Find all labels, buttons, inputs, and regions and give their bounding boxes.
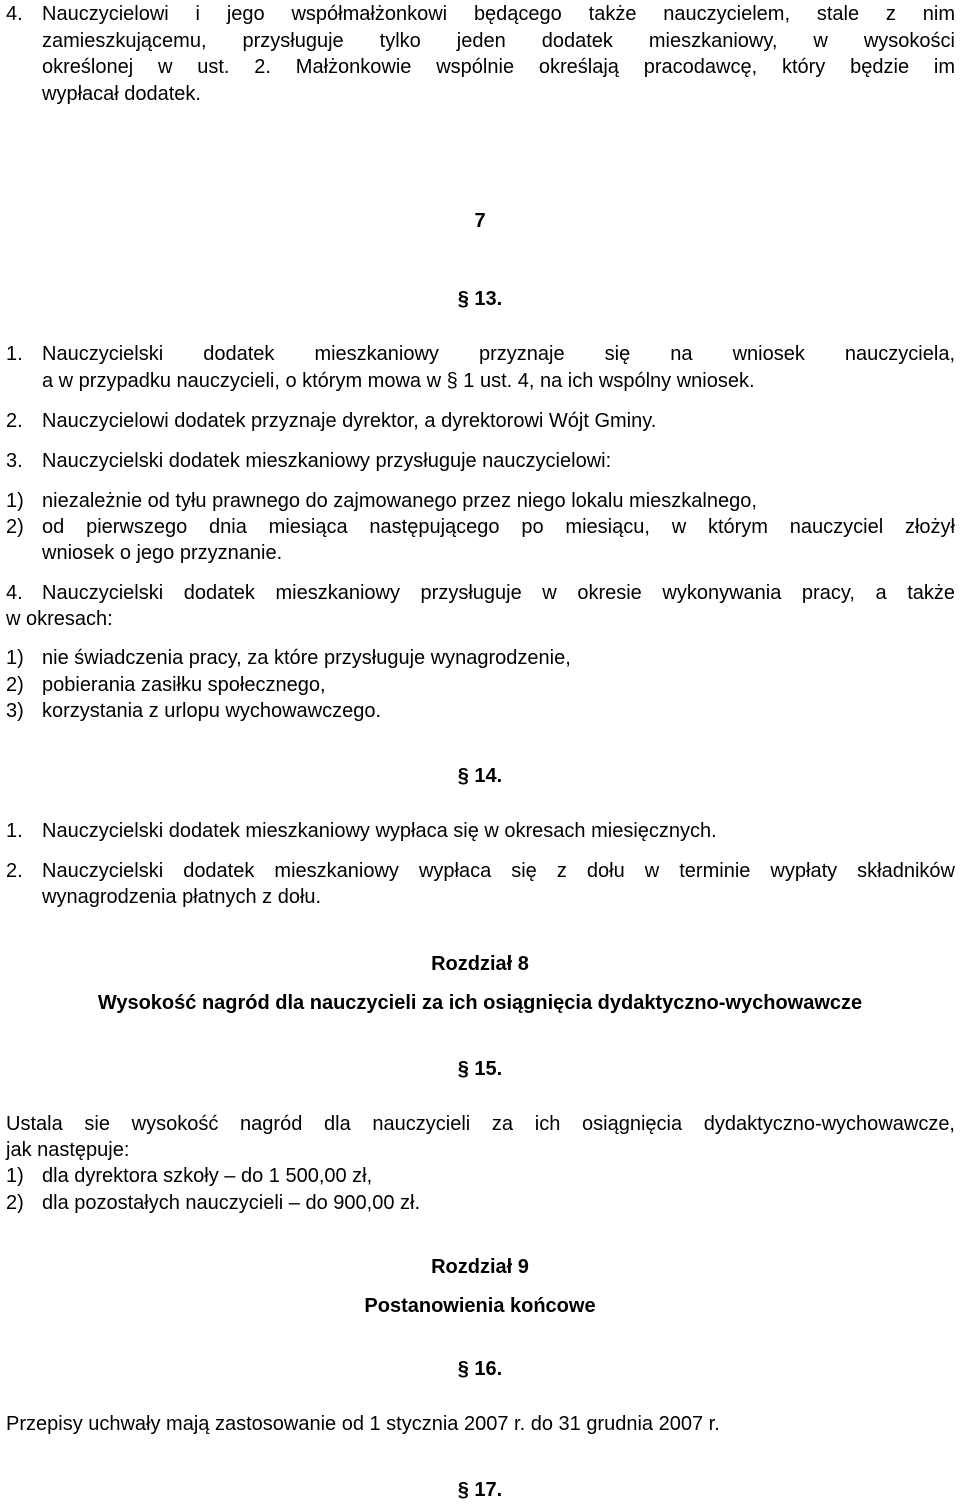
list-number: 3.: [6, 450, 23, 472]
paragraph-text: Ustala sie wysokość nagród dla nauczycieli za ich osiągnięcia dydaktyczno-wychowawcze,: [6, 1113, 955, 1135]
paragraph-17-heading: § 17.: [457, 1479, 503, 1501]
list-item-number: 3): [6, 700, 24, 722]
section-heading-7: 7: [474, 210, 486, 232]
list-number: 1.: [6, 820, 23, 842]
chapter-8-subtitle: Wysokość nagród dla nauczycieli za ich osiągnięcia dydaktyczno-wychowawcze: [97, 992, 863, 1014]
list-item: nie świadczenia pracy, za które przysługuje wynagrodzenie,: [42, 647, 571, 669]
list-item: pobierania zasiłku społecznego,: [42, 674, 326, 696]
paragraph-text: Nauczycielski dodatek mieszkaniowy przyznaje się na wniosek nauczyciela,: [42, 343, 955, 365]
list-number: 4.: [6, 582, 23, 604]
top-paragraph-line: zamieszkującemu, przysługuje tylko jeden dodatek mieszkaniowy, w wysokości: [42, 30, 955, 52]
list-item: korzystania z urlopu wychowawczego.: [42, 700, 382, 722]
list-number: 2.: [6, 410, 23, 432]
list-item-number: 2): [6, 516, 24, 538]
paragraph-text: a w przypadku nauczycieli, o którym mowa w § 1 ust. 4, na ich wspólny wniosek.: [42, 370, 755, 392]
paragraph-text: w okresach:: [6, 608, 113, 630]
list-item-number: 1): [6, 647, 24, 669]
list-item-number: 2): [6, 1192, 24, 1214]
list-item-number: 2): [6, 674, 24, 696]
top-paragraph-line: wypłacał dodatek.: [42, 83, 201, 105]
top-paragraph-number: 4.: [6, 3, 23, 25]
list-item: od pierwszego dnia miesiąca następującego po miesiącu, w którym nauczyciel złożył: [42, 516, 955, 538]
paragraph-16-heading: § 16.: [457, 1358, 503, 1380]
chapter-8-title: Rozdział 8: [431, 953, 529, 975]
paragraph-text: Nauczycielski dodatek mieszkaniowy przysługuje nauczycielowi:: [42, 450, 612, 472]
top-paragraph-line: Nauczycielowi i jego współmałżonkowi będącego także nauczycielem, stale z nim: [42, 3, 955, 25]
chapter-9-title: Rozdział 9: [431, 1256, 529, 1278]
paragraph-text: Nauczycielowi dodatek przyznaje dyrektor, a dyrektorowi Wójt Gminy.: [42, 410, 657, 432]
list-item: dla pozostałych nauczycieli – do 900,00 zł.: [42, 1192, 421, 1214]
list-item: niezależnie od tyłu prawnego do zajmowanego przez niego lokalu mieszkalnego,: [42, 490, 757, 512]
paragraph-text: Nauczycielski dodatek mieszkaniowy wypłaca się z dołu w terminie wypłaty składników: [42, 860, 955, 882]
list-item: wniosek o jego przyznanie.: [42, 542, 283, 564]
paragraph-text: Nauczycielski dodatek mieszkaniowy wypłaca się w okresach miesięcznych.: [42, 820, 717, 842]
paragraph-text: wynagrodzenia płatnych z dołu.: [42, 886, 322, 908]
list-item-number: 1): [6, 1165, 24, 1187]
list-number: 2.: [6, 860, 23, 882]
paragraph-text: Nauczycielski dodatek mieszkaniowy przysługuje w okresie wykonywania pracy, a także: [42, 582, 955, 604]
top-paragraph-line: określonej w ust. 2. Małżonkowie wspólnie określają pracodawcę, który będzie im: [42, 56, 955, 78]
list-number: 1.: [6, 343, 23, 365]
list-item-number: 1): [6, 490, 24, 512]
paragraph-14-heading: § 14.: [457, 765, 503, 787]
chapter-9-subtitle: Postanowienia końcowe: [364, 1295, 596, 1317]
list-item: dla dyrektora szkoły – do 1 500,00 zł,: [42, 1165, 373, 1187]
paragraph-text: jak następuje:: [6, 1139, 130, 1161]
paragraph-13-heading: § 13.: [457, 288, 503, 310]
paragraph-15-heading: § 15.: [457, 1058, 503, 1080]
paragraph-text: Przepisy uchwały mają zastosowanie od 1 stycznia 2007 r. do 31 grudnia 2007 r.: [6, 1413, 720, 1435]
